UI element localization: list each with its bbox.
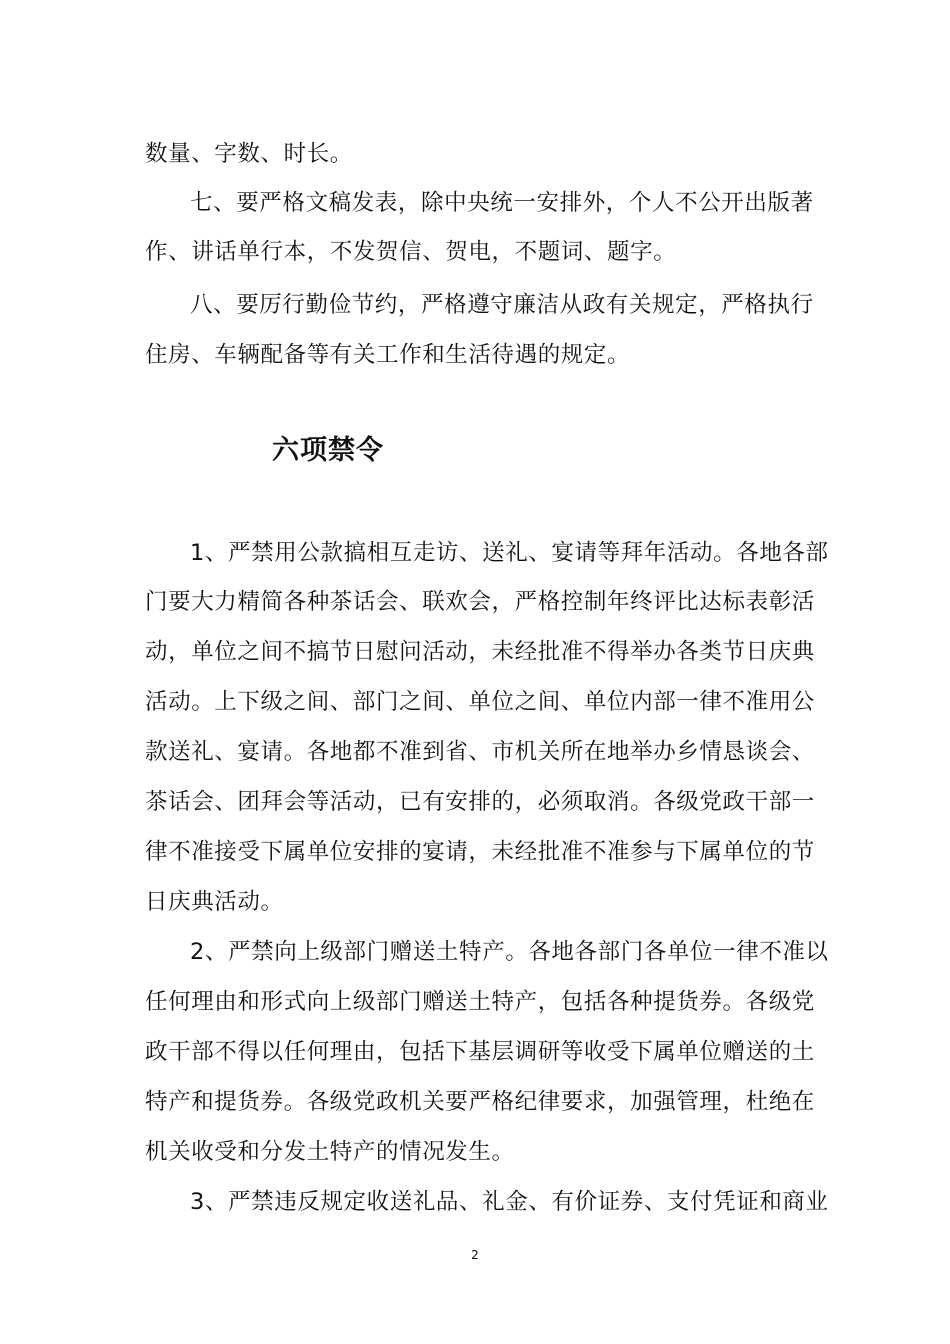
page-number: 2 <box>471 1248 479 1262</box>
text-line: 门要大力精简各种茶话会、联欢会，严格控制年终评比达标表彰活 <box>145 589 815 615</box>
text-line: 动，单位之间不搞节日慰问活动，未经批准不得举办各类节日庆典 <box>145 639 815 665</box>
text-line: 日庆典活动。 <box>145 889 284 915</box>
text-line: 3、严禁违反规定收送礼品、礼金、有价证券、支付凭证和商业 <box>190 1189 829 1215</box>
text-line: 住房、车辆配备等有关工作和生活待遇的规定。 <box>145 342 631 368</box>
text-line: 八、要厉行勤俭节约，严格遵守廉洁从政有关规定，严格执行 <box>190 292 814 318</box>
text-line: 茶话会、团拜会等活动，已有安排的，必须取消。各级党政干部一 <box>145 789 815 815</box>
text-line: 1、严禁用公款搞相互走访、送礼、宴请等拜年活动。各地各部 <box>190 540 829 566</box>
text-line: 七、要严格文稿发表，除中央统一安排外，个人不公开出版著 <box>190 190 814 216</box>
text-line: 数量、字数、时长。 <box>145 141 353 167</box>
text-line: 特产和提货券。各级党政机关要严格纪律要求，加强管理，杜绝在 <box>145 1089 815 1115</box>
text-line: 作、讲话单行本，不发贺信、贺电，不题词、题字。 <box>145 239 677 265</box>
text-line: 2、严禁向上级部门赠送土特产。各地各部门各单位一律不准以 <box>190 939 829 965</box>
section-title: 六项禁令 <box>272 435 384 466</box>
text-line: 款送礼、宴请。各地都不准到省、市机关所在地举办乡情恳谈会、 <box>145 739 815 765</box>
text-line: 政干部不得以任何理由，包括下基层调研等收受下属单位赠送的土 <box>145 1039 815 1065</box>
text-line: 机关收受和分发土特产的情况发生。 <box>145 1139 515 1165</box>
text-line: 律不准接受下属单位安排的宴请，未经批准不准参与下属单位的节 <box>145 839 815 865</box>
text-line: 任何理由和形式向上级部门赠送土特产，包括各种提货券。各级党 <box>145 989 815 1015</box>
text-line: 活动。上下级之间、部门之间、单位之间、单位内部一律不准用公 <box>145 689 815 715</box>
